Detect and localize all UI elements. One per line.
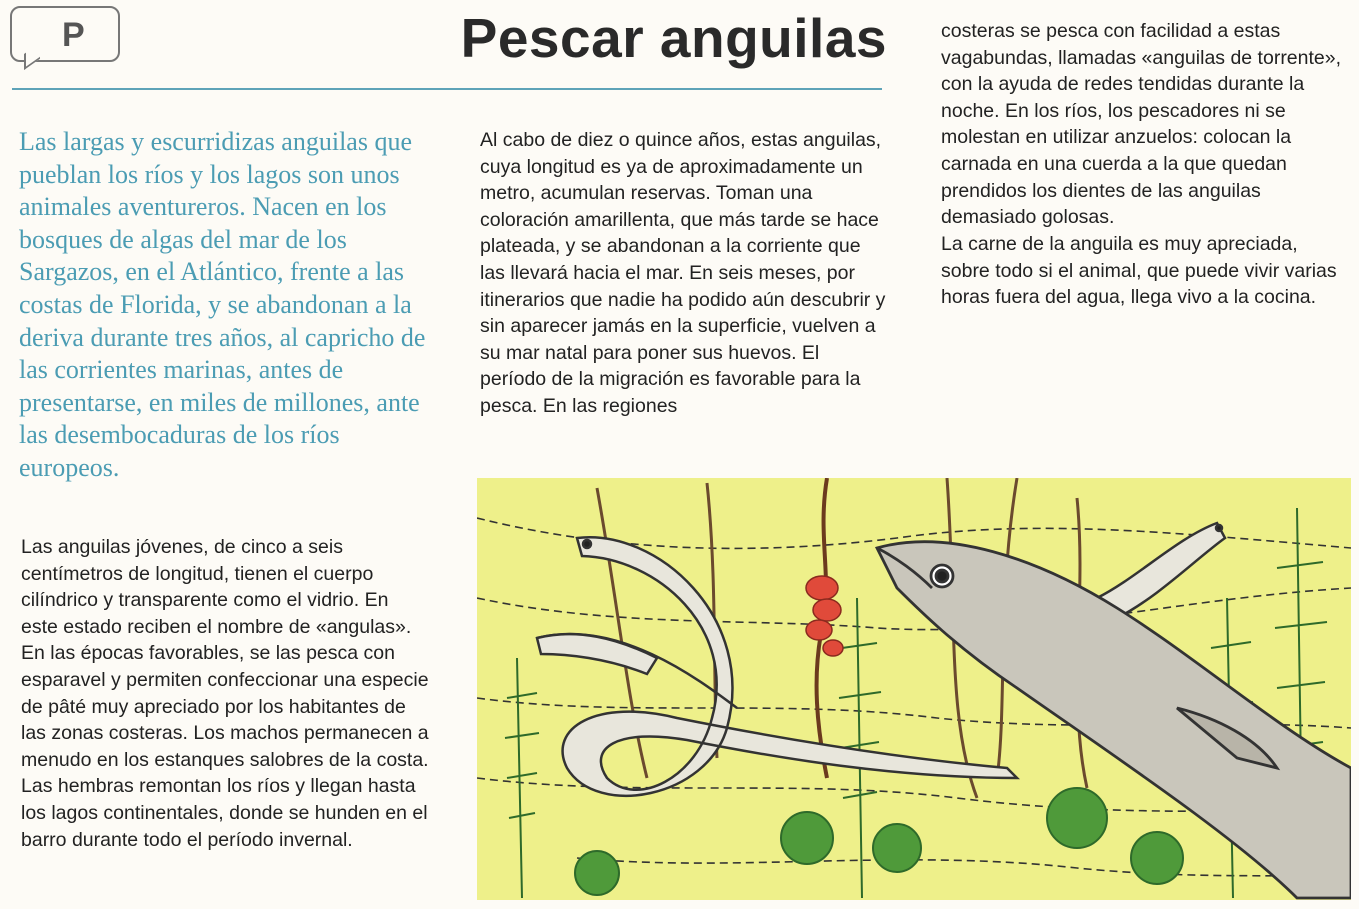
page-title: Pescar anguilas	[460, 7, 887, 69]
title-rule	[12, 88, 882, 90]
body-column-2: Al cabo de diez o quince años, estas anguilas, cuya longitud es ya de aproximadamente un metro, acumulan reservas. Toman una coloración amarillenta, que más tarde se hace plateada, y se abandonan a la corriente que las llevará hacia el mar. En seis meses, por itinerarios que nadie ha podido aún descubrir y sin aparecer jamás en la superficie, vuelven a su mar natal para poner sus huevos. El período de la migración es favorable para la pesca. En las regiones	[480, 129, 886, 417]
body-column-3: costeras se pesca con facilidad a estas vagabundas, llamadas «anguilas de torrente», con la ayuda de redes tendidas durante la noche. En los ríos, los pescadores ni se molestan en utilizar anzuelos: colocan la carnada en una cuerda a la que quedan prendidos los dientes de las anguilas demasiado golosas.	[941, 20, 1342, 229]
eel-illustration	[477, 478, 1351, 900]
body-column-1: Las anguilas jóvenes, de cinco a seis centímetros de longitud, tienen el cuerpo cilíndrico y transparente como el vidrio. En este estado reciben el nombre de «angulas». En las épocas favorables, se las pesca con esparavel y permiten confeccionar una especie de pâté muy apreciado por los habitantes de las zonas costeras. Los machos permanecen a menudo en los estanques salobres de la costa. Las hembras remontan los ríos y llegan hasta los lagos continentales, donde se hunden en el barro durante todo el período invernal.	[21, 536, 429, 851]
intro-paragraph: Las largas y escurridizas anguilas que pueblan los ríos y los lagos son unos animales aventureros. Nacen en los bosques de algas del mar de los Sargazos, en el Atlántico, frente a las costas de Florida, y se abandonan a la deriva durante tres años, al capricho de las corrientes marinas, antes de presentarse, en miles de millones, ante las desembocaduras de los ríos europeos.	[19, 127, 426, 482]
body-column-3-paragraph-2: La carne de la anguila es muy apreciada, sobre todo si el animal, que puede vivir varias horas fuera del agua, llega vivo a la cocina.	[941, 233, 1337, 309]
eel-scene	[477, 478, 1351, 900]
section-letter: P	[62, 16, 85, 54]
